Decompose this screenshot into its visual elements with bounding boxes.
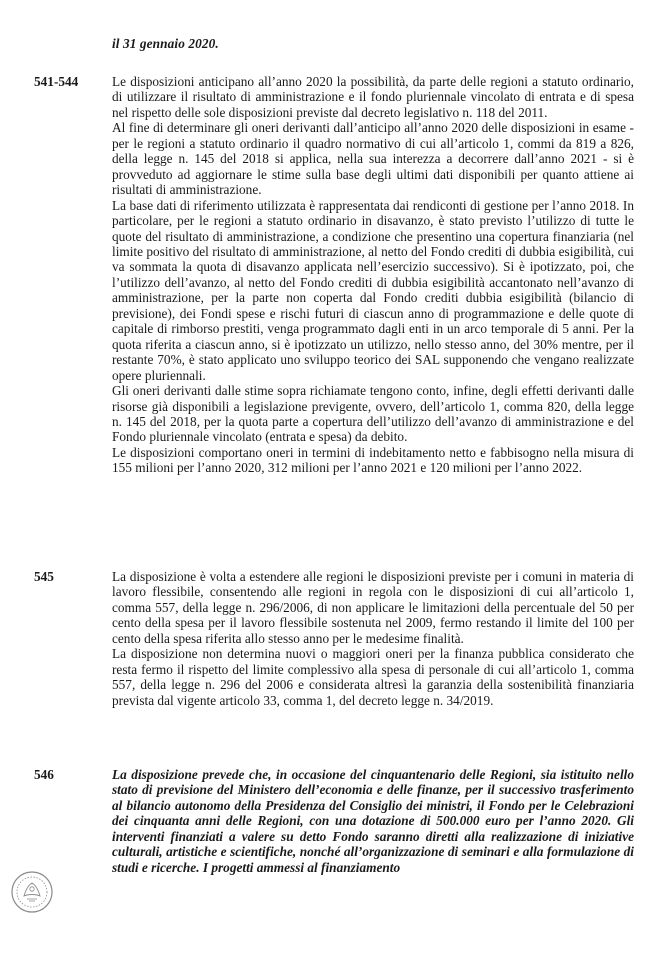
paragraph: Gli oneri derivanti dalle stime sopra richiamate tengono conto, infine, degli effetti derivanti dalle risorse già disponibili a legislazione previgente, ovvero, dell’articolo 1, comma 820, della legge n. 145 del 2018, per la quota parte a copertura dell’utilizzo dell’avanzo di amministrazione e del Fondo pluriennale vincolato (entrata e spesa) da debito. — [112, 383, 634, 445]
paragraph: La disposizione non determina nuovi o maggiori oneri per la finanza pubblica considerato che resta fermo il rispetto del limite complessivo alla spesa di personale di cui all’articolo 1, comma 557, della legge n. 296 del 2006 e considerata altresì la garanzia della sostenibilità finanziaria prevista dal vigente articolo 33, comma 1, del decreto legge n. 34/2019. — [112, 646, 634, 708]
continuation-line: il 31 gennaio 2020. — [112, 36, 219, 51]
section-body — [112, 767, 634, 875]
paragraph: Al fine di determinare gli oneri derivanti dall’anticipo all’anno 2020 delle disposizioni in esame - per le regioni a statuto ordinario il quadro normativo di cui all’articolo 1, commi da 819 a 826, della legge n. 145 del 2018 si applica, nella sua interezza a decorrere dall’anno 2021 - si è provveduto ad aggiornare le stime sulla base degli ultimi dati disponibili per quanto attiene ai risultati di amministrazione. — [112, 120, 634, 198]
paragraph: La base dati di riferimento utilizzata è rappresentata dai rendiconti di gestione per l’anno 2018. In particolare, per le regioni a statuto ordinario in disavanzo, è stato previsto l’utilizzo di tutte le quote del risultato di amministrazione, a condizione che presentino una copertura finanziaria (nel limite positivo del risultato di amministrazione, al netto del Fondo crediti di dubbia esigibilità, cui va sommata la quota di disavanzo applicata nell’esercizio successivo). Si è ipotizzato, poi, che l’utilizzo dell’avanzo, al netto del Fondo crediti di dubbia esigibilità accantonato nell’avanzo di amministrazione, per la parte non coperta dal Fondo crediti dubbia esigibilità (bilancio di previsione), dei Fondi spese e rischi futuri di ciascun anno di programmazione e delle quote di capitale di rimborso prestiti, venga programmato dagli enti in un arco temporale di 5 anni. Per la quota riferita a ciascun anno, si è ipotizzato un utilizzo, nello stesso anno, del 30% mentre, per il restante 70%, è stato applicato uno sviluppo teorico dei SAL supponendo che vengano realizzate opere pluriennali. — [112, 197, 634, 383]
section-body — [112, 74, 634, 476]
paragraph: Le disposizioni anticipano all’anno 2020 la possibilità, da parte delle regioni a statuto ordinario, di utilizzare il risultato di amministrazione e il fondo pluriennale vincolato di entrata e di spesa nel rispetto delle sole disposizioni previste dal decreto legislativo n. 118 del 2011. — [112, 74, 634, 120]
paragraph: Le disposizioni comportano oneri in termini di indebitamento netto e fabbisogno nella misura di 155 milioni per l’anno 2020, 312 milioni per l’anno 2021 e 120 milioni per l’anno 2022. — [112, 444, 634, 476]
paragraph: La disposizione è volta a estendere alle regioni le disposizioni previste per i comuni in materia di lavoro flessibile, consentendo alle regioni in regola con le disposizioni di cui all’articolo 1, comma 557, della legge n. 296/2006, di non applicare le limitazioni della percentuale del 50 per cento della spesa per il lavoro flessibile sostenuta nel 2009, fermo restando il limite del 100 per cento della spesa riferita allo stesso anno per le medesime finalità. — [112, 569, 634, 646]
section-body — [112, 569, 634, 708]
section-number: 541-544 — [34, 74, 79, 89]
paragraph: La disposizione prevede che, in occasione del cinquantenario delle Regioni, sia istituito nello stato di previsione del Ministero dell’economia e delle finanze, per il successivo trasferimento al bilancio autonomo della Presidenza del Consiglio dei ministri, il Fondo per le Celebrazioni dei cinquanta anni delle Regioni, con una dotazione di 500.000 euro per l’anno 2020. Gli interventi finanziati a valere su detto Fondo saranno diretti alla realizzazione di iniziative culturali, artistiche e scientifiche, nonché all’organizzazione di seminari e alla formulazione di studi e ricerche. I progetti ammessi al finanziamento — [112, 767, 634, 875]
section-number: 545 — [34, 569, 54, 584]
section-number: 546 — [34, 767, 54, 782]
official-seal-icon — [10, 870, 54, 914]
